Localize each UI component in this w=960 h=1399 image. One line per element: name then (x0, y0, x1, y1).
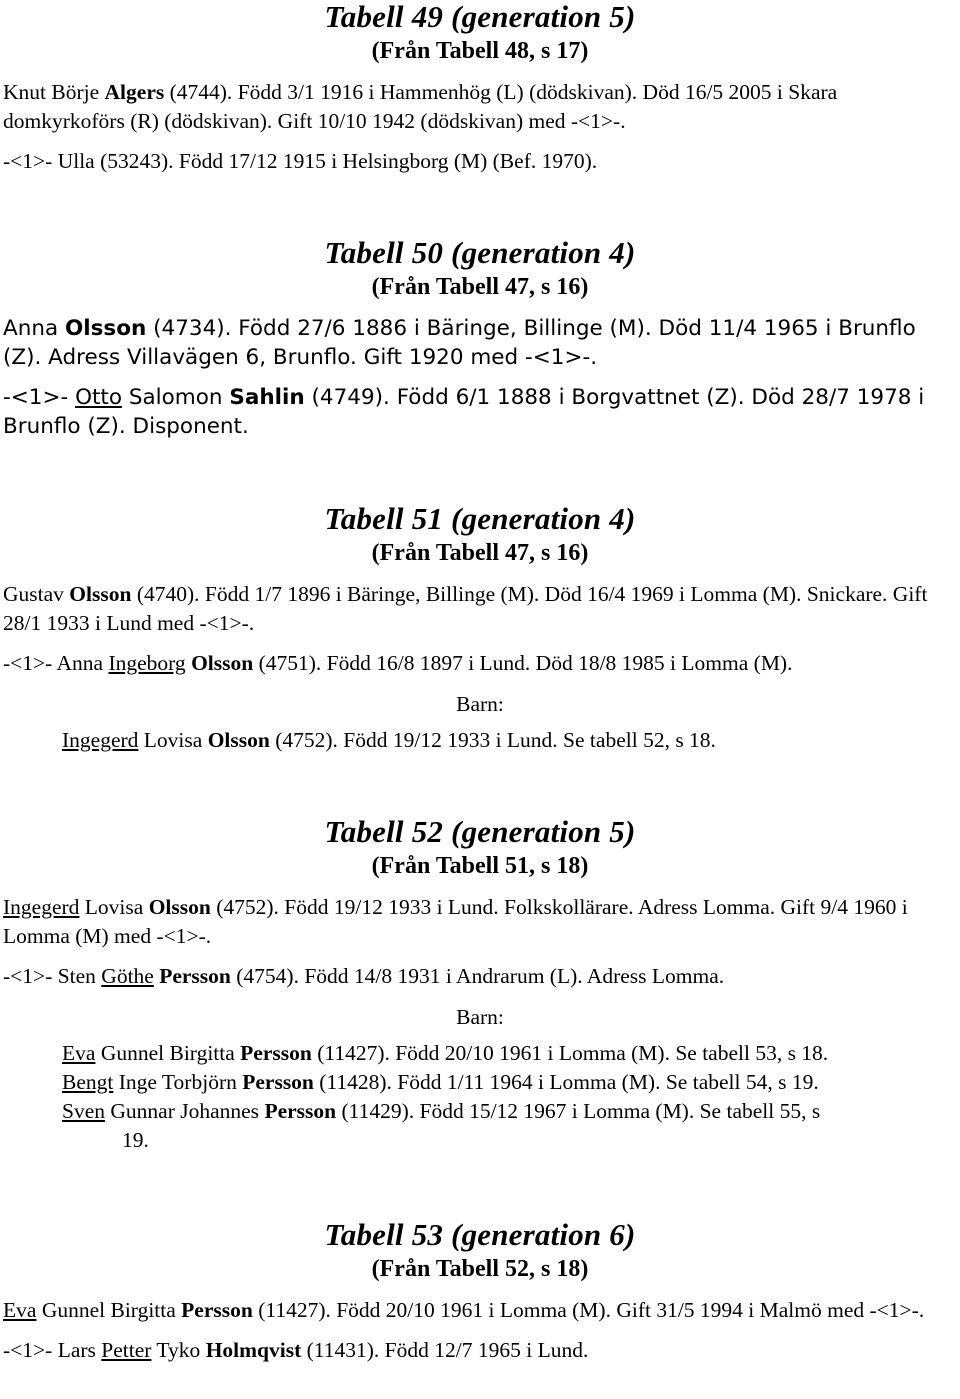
given-name: Otto (75, 385, 122, 410)
table-53-spouse: -<1>- Lars Petter Tyko Holmqvist (11431). Född 12/7 1965 i Lund. (3, 1338, 589, 1362)
children-label: Barn: (456, 1005, 504, 1029)
table-53-section (0, 1218, 960, 1365)
surname: Persson (181, 1298, 253, 1322)
table-50-section (0, 236, 960, 441)
table-50-person: Anna Olsson (4734). Född 27/6 1886 i Bäringe, Billinge (M). Död 11/4 1965 i Brunflo (Z). Adress Villavägen 6, Brunflo. Gift 1920 med -<1>-. (3, 316, 916, 370)
table-52-title: Tabell 52 (generation 5) (324, 814, 636, 849)
surname: Olsson (148, 895, 211, 919)
table-51-title: Tabell 51 (generation 4) (324, 501, 636, 536)
surname: Persson (264, 1099, 337, 1123)
table-52-subtitle: (Från Tabell 51, s 18) (371, 853, 589, 879)
given-name: Petter (101, 1338, 152, 1362)
table-49-section (0, 0, 960, 176)
table-53-subtitle: (Från Tabell 52, s 18) (371, 1256, 589, 1282)
surname: Algers (104, 80, 165, 104)
given-name: Göthe (101, 964, 154, 988)
table-50-title: Tabell 50 (generation 4) (324, 235, 636, 270)
table-53-person: Eva Gunnel Birgitta Persson (11427). Född 20/10 1961 i Lomma (M). Gift 31/5 1994 i Malmö med -<1>-. (3, 1298, 925, 1322)
table-52-section (0, 815, 960, 1155)
table-51-spouse: -<1>- Anna Ingeborg Olsson (4751). Född 16/8 1897 i Lund. Död 18/8 1985 i Lomma (M). (3, 651, 793, 675)
table-51-person: Gustav Olsson (4740). Född 1/7 1896 i Bäringe, Billinge (M). Död 16/4 1969 i Lomma (M). Snickare. Gift 28/1 1933 i Lund med -<1>-. (3, 582, 928, 635)
surname: Olsson (191, 651, 254, 675)
surname: Olsson (69, 582, 132, 606)
given-name: Bengt (62, 1070, 114, 1094)
child-entry: Sven Gunnar Johannes Persson (11429). Född 15/12 1967 i Lomma (M). Se tabell 55, s (62, 1099, 821, 1123)
child-entry: Ingegerd Lovisa Olsson (4752). Född 19/12 1933 i Lund. Se tabell 52, s 18. (62, 728, 716, 752)
table-51-section (0, 502, 960, 755)
table-50-subtitle: (Från Tabell 47, s 16) (371, 274, 589, 300)
surname: Holmqvist (205, 1338, 302, 1362)
given-name: Ingegerd (62, 728, 139, 752)
table-51-subtitle: (Från Tabell 47, s 16) (371, 540, 589, 566)
child-entry: Bengt Inge Torbjörn Persson (11428). Född 1/11 1964 i Lomma (M). Se tabell 54, s 19. (62, 1070, 819, 1094)
table-52-spouse: -<1>- Sten Göthe Persson (4754). Född 14/8 1931 i Andrarum (L). Adress Lomma. (3, 964, 725, 988)
surname: Sahlin (229, 385, 305, 410)
given-name: Eva (62, 1041, 96, 1065)
surname: Persson (159, 964, 231, 988)
child-entry-continuation: 19. (122, 1128, 149, 1152)
surname: Olsson (207, 728, 270, 752)
table-52-person: Ingegerd Lovisa Olsson (4752). Född 19/12 1933 i Lund. Folkskollärare. Adress Lomma. Gift 9/4 1960 i Lomma (M) med -<1>-. (3, 895, 908, 948)
given-name: Ingeborg (108, 651, 186, 675)
children-label: Barn: (456, 692, 504, 716)
surname: Persson (242, 1070, 314, 1094)
given-name: Eva (3, 1298, 37, 1322)
given-name: Sven (62, 1099, 105, 1123)
table-53-title: Tabell 53 (generation 6) (324, 1217, 636, 1252)
table-50-spouse: -<1>- Otto Salomon Sahlin (4749). Född 6/1 1888 i Borgvattnet (Z). Död 28/7 1978 i Brunflo (Z). Disponent. (3, 385, 925, 439)
child-entry: Eva Gunnel Birgitta Persson (11427). Född 20/10 1961 i Lomma (M). Se tabell 53, s 18. (62, 1041, 829, 1065)
table-49-subtitle: (Från Tabell 48, s 17) (371, 38, 589, 64)
surname: Olsson (64, 316, 147, 341)
table-49-person: Knut Börje Algers (4744). Född 3/1 1916 i Hammenhög (L) (dödskivan). Död 16/5 2005 i Skara domkyrkoförs (R) (dödskivan). Gift 10/10 1942 (dödskivan) med -<1>-. (3, 80, 838, 133)
given-name: Ingegerd (3, 895, 80, 919)
surname: Persson (240, 1041, 312, 1065)
table-49-spouse: -<1>- Ulla (53243). Född 17/12 1915 i Helsingborg (M) (Bef. 1970). (3, 149, 598, 173)
table-49-title: Tabell 49 (generation 5) (324, 0, 636, 34)
